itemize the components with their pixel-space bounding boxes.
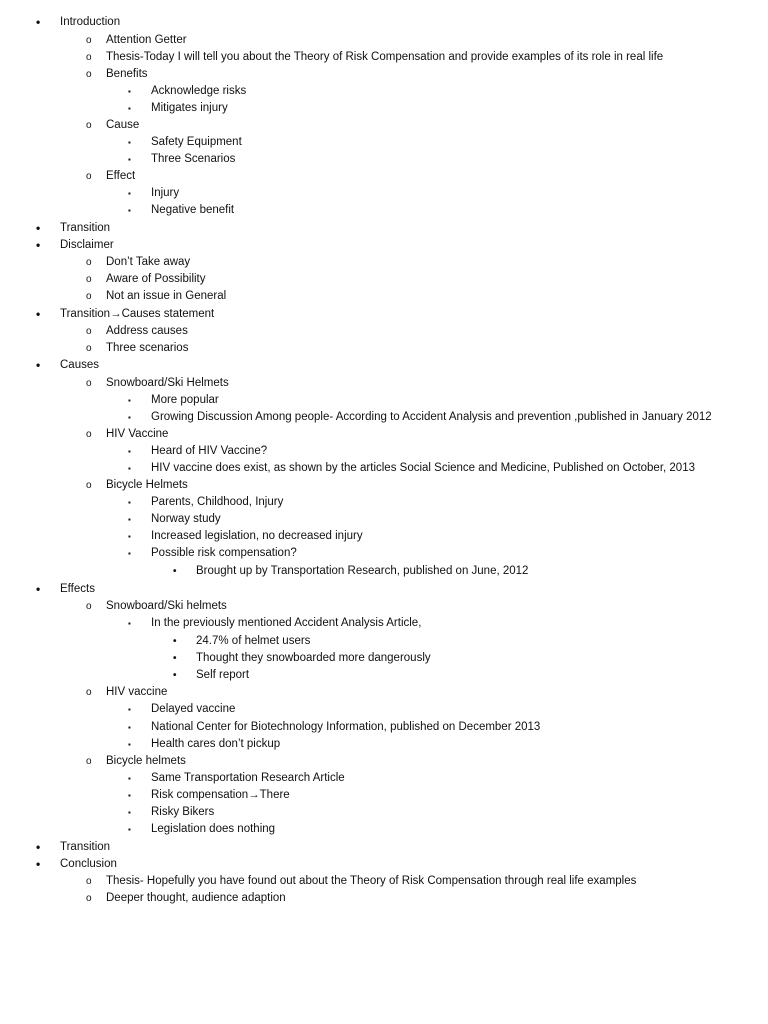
bullet-square-icon: ▪ xyxy=(128,138,131,147)
outline-item-text: Three Scenarios xyxy=(151,153,236,165)
bullet-square-icon: ▪ xyxy=(128,396,131,405)
outline-item-text: Parents, Childhood, Injury xyxy=(151,496,284,508)
outline-item-text: National Center for Biotechnology Information, published on December 2013 xyxy=(151,721,541,733)
outline-item-text: Aware of Possibility xyxy=(106,273,206,285)
outline-item-text: Health cares don’t pickup xyxy=(151,738,281,750)
bullet-circle-icon: o xyxy=(86,69,92,80)
outline-item-text: Risk compensation→There xyxy=(151,789,290,801)
outline-item-text: Transition xyxy=(60,222,111,234)
outline-item-text: Don’t Take away xyxy=(106,256,191,268)
bullet-disc-icon: • xyxy=(36,582,41,596)
bullet-circle-icon: o xyxy=(86,480,92,491)
outline-item-text: Risky Bikers xyxy=(151,806,215,818)
bullet-circle-icon: o xyxy=(86,876,92,887)
outline-item-text: Acknowledge risks xyxy=(151,85,247,97)
bullet-circle-icon: o xyxy=(86,52,92,63)
outline-item-text: Legislation does nothing xyxy=(151,823,276,835)
bullet-square-icon: ▪ xyxy=(128,447,131,456)
bullet-circle-icon: o xyxy=(86,257,92,268)
bullet-square-icon: ▪ xyxy=(128,206,131,215)
bullet-circle-icon: o xyxy=(86,429,92,440)
outline-item-text: Thesis- Hopefully you have found out about the Theory of Risk Compensation through real life examples xyxy=(106,875,637,887)
bullet-square-icon: ▪ xyxy=(128,825,131,834)
outline-item-text: Mitigates injury xyxy=(151,102,228,114)
bullet-disc-icon: • xyxy=(36,307,41,321)
bullet-circle-icon: o xyxy=(86,326,92,337)
outline-item-text: Increased legislation, no decreased injury xyxy=(151,530,363,542)
bullet-circle-icon: o xyxy=(86,756,92,767)
outline-item-text: Self report xyxy=(196,669,250,681)
outline-item-text: Disclaimer xyxy=(60,239,114,251)
bullet-square-icon: ▪ xyxy=(128,464,131,473)
bullet-square-icon: ▪ xyxy=(128,791,131,800)
bullet-square-icon: ▪ xyxy=(128,498,131,507)
bullet-square-icon: ▪ xyxy=(128,774,131,783)
bullet-circle-icon: o xyxy=(86,171,92,182)
bullet-square-icon: ▪ xyxy=(128,549,131,558)
outline-item-text: Bicycle helmets xyxy=(106,755,186,767)
outline-item-text: More popular xyxy=(151,394,219,406)
outline-item-text: HIV vaccine does exist, as shown by the articles Social Science and Medicine, Published on October, 2013 xyxy=(151,462,695,474)
bullet-disc-icon: • xyxy=(173,566,177,577)
outline-item-text: HIV Vaccine xyxy=(106,428,169,440)
bullet-disc-icon: • xyxy=(36,15,41,29)
bullet-circle-icon: o xyxy=(86,378,92,389)
bullet-square-icon: ▪ xyxy=(128,155,131,164)
bullet-disc-icon: • xyxy=(173,636,177,647)
bullet-circle-icon: o xyxy=(86,893,92,904)
outline-item-text: In the previously mentioned Accident Analysis Article, xyxy=(151,617,422,629)
outline-item-text: Heard of HIV Vaccine? xyxy=(151,445,268,457)
bullet-circle-icon: o xyxy=(86,35,92,46)
outline-item-text: Effect xyxy=(106,170,136,182)
outline-item-text: Delayed vaccine xyxy=(151,703,236,715)
outline-item-text: Brought up by Transportation Research, published on June, 2012 xyxy=(196,565,529,577)
outline-item-text: Conclusion xyxy=(60,858,117,870)
bullet-disc-icon: • xyxy=(36,840,41,854)
outline-item-text: Snowboard/Ski Helmets xyxy=(106,377,229,389)
bullet-circle-icon: o xyxy=(86,343,92,354)
bullet-square-icon: ▪ xyxy=(128,808,131,817)
outline-item-text: Cause xyxy=(106,119,140,131)
outline-item-text: Effects xyxy=(60,583,95,595)
bullet-square-icon: ▪ xyxy=(128,705,131,714)
outline-item-text: Thesis-Today I will tell you about the Theory of Risk Compensation and provide examples of its role in real life xyxy=(106,51,664,63)
outline-item-text: Snowboard/Ski helmets xyxy=(106,600,227,612)
outline-item-text: Bicycle Helmets xyxy=(106,479,188,491)
outline-item-text: HIV vaccine xyxy=(106,686,168,698)
outline-item-text: Negative benefit xyxy=(151,204,235,216)
bullet-circle-icon: o xyxy=(86,601,92,612)
outline-item-text: Causes xyxy=(60,359,99,371)
outline-item-text: Not an issue in General xyxy=(106,290,227,302)
outline-item-text: Three scenarios xyxy=(106,342,189,354)
bullet-disc-icon: • xyxy=(173,670,177,681)
outline-item-text: Safety Equipment xyxy=(151,136,242,148)
outline-item-text: Same Transportation Research Article xyxy=(151,772,345,784)
bullet-square-icon: ▪ xyxy=(128,619,131,628)
bullet-circle-icon: o xyxy=(86,120,92,131)
bullet-square-icon: ▪ xyxy=(128,515,131,524)
outline-item-text: Deeper thought, audience adaption xyxy=(106,892,286,904)
outline-item-text: Address causes xyxy=(106,325,188,337)
bullet-circle-icon: o xyxy=(86,274,92,285)
bullet-square-icon: ▪ xyxy=(128,413,131,422)
bullet-disc-icon: • xyxy=(36,358,41,372)
bullet-disc-icon: • xyxy=(173,653,177,664)
bullet-disc-icon: • xyxy=(36,238,41,252)
outline-item-text: Benefits xyxy=(106,68,148,80)
bullet-circle-icon: o xyxy=(86,291,92,302)
bullet-disc-icon: • xyxy=(36,221,41,235)
outline-item-text: Injury xyxy=(151,187,180,199)
outline-item-text: Attention Getter xyxy=(106,34,187,46)
outline-item-text: Transition→Causes statement xyxy=(60,308,215,320)
bullet-disc-icon: • xyxy=(36,857,41,871)
outline-item-text: 24.7% of helmet users xyxy=(196,635,311,647)
outline-item-text: Possible risk compensation? xyxy=(151,547,297,559)
outline-item-text: Thought they snowboarded more dangerously xyxy=(196,652,431,664)
bullet-circle-icon: o xyxy=(86,687,92,698)
bullet-square-icon: ▪ xyxy=(128,104,131,113)
bullet-square-icon: ▪ xyxy=(128,87,131,96)
outline-item-text: Norway study xyxy=(151,513,221,525)
bullet-square-icon: ▪ xyxy=(128,723,131,732)
bullet-square-icon: ▪ xyxy=(128,532,131,541)
bullet-square-icon: ▪ xyxy=(128,740,131,749)
outline-item-text: Growing Discussion Among people- According to Accident Analysis and prevention ,published in January 2012 xyxy=(151,411,712,423)
outline-item-text: Introduction xyxy=(60,16,121,28)
bullet-square-icon: ▪ xyxy=(128,189,131,198)
outline-item-text: Transition xyxy=(60,841,111,853)
